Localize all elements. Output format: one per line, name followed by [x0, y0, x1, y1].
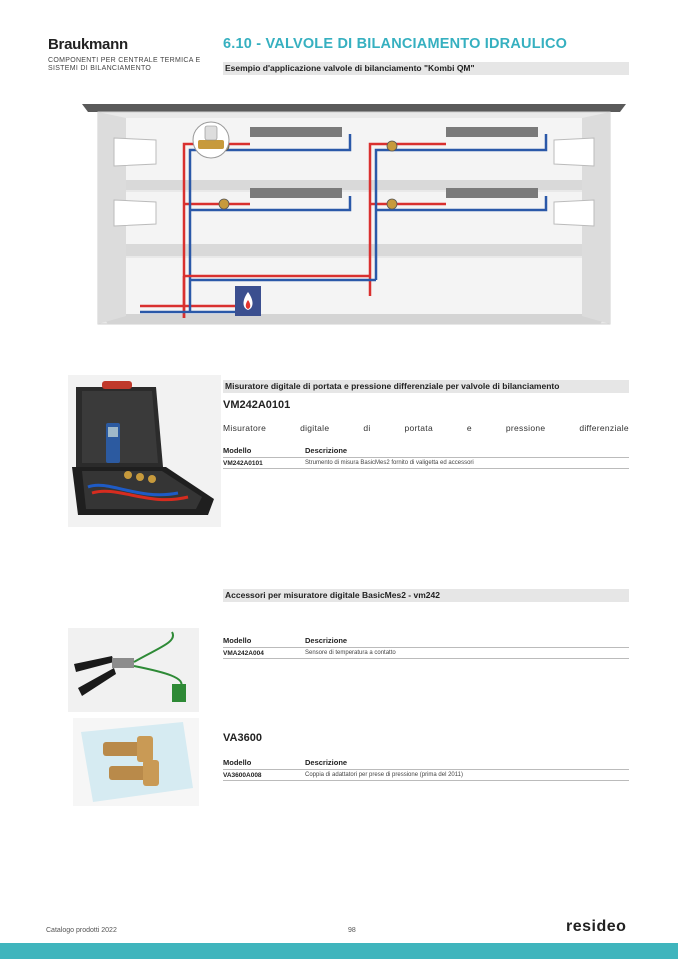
catalog-label: Catalogo prodotti 2022	[46, 927, 117, 934]
example-bar: Esempio d'applicazione valvole di bilanciamento "Kombi QM"	[223, 62, 629, 75]
section2-bar: Accessori per misuratore digitale BasicMes2 - vm242	[223, 589, 629, 602]
desc-word: differenziale	[579, 423, 629, 433]
table-row	[223, 647, 629, 659]
page-title: 6.10 - VALVOLE DI BILANCIAMENTO IDRAULICO	[223, 36, 568, 52]
desc-word: di	[363, 423, 371, 433]
col-model: Modello	[223, 636, 252, 645]
col-model: Modello	[223, 446, 252, 455]
row-model: VA3600A008	[223, 771, 262, 779]
row-desc: Coppia di adattatori per prese di pressione (prima del 2011)	[305, 772, 463, 778]
page-number: 98	[348, 927, 356, 934]
col-desc: Descrizione	[305, 758, 348, 767]
row-model: VM242A0101	[223, 459, 263, 467]
col-desc: Descrizione	[305, 446, 348, 455]
table-row	[223, 457, 629, 469]
col-model: Modello	[223, 758, 252, 767]
section1-code: VM242A0101	[223, 399, 291, 411]
table-header	[223, 756, 629, 767]
sensor-photo	[68, 628, 199, 712]
footer-band	[0, 943, 678, 959]
brand-subtitle: COMPONENTI PER CENTRALE TERMICA E SISTEMI DI BILANCIAMENTO	[48, 57, 201, 72]
desc-word: e	[466, 423, 472, 433]
section1-description	[223, 423, 629, 433]
col-desc: Descrizione	[305, 636, 348, 645]
building-illustration	[80, 100, 628, 328]
section3-table	[223, 756, 629, 781]
section2-table	[223, 634, 629, 659]
desc-word: Misuratore	[223, 423, 267, 433]
adapter-photo	[73, 718, 199, 806]
case-photo	[68, 375, 221, 527]
row-desc: Sensore di temperatura a contatto	[305, 650, 396, 656]
section1-table	[223, 444, 629, 469]
row-desc: Strumento di misura BasicMes2 fornito di valigetta ed accessori	[305, 460, 474, 466]
desc-word: digitale	[300, 423, 330, 433]
section3-code: VA3600	[223, 732, 262, 744]
brand-name: Braukmann	[48, 36, 128, 53]
row-model: VMA242A004	[223, 649, 264, 657]
table-header	[223, 444, 629, 455]
resideo-logo: resideo	[566, 918, 627, 935]
table-row	[223, 769, 629, 781]
desc-word: portata	[404, 423, 434, 433]
table-header	[223, 634, 629, 645]
section1-bar: Misuratore digitale di portata e pressione differenziale per valvole di bilanciamento	[223, 380, 629, 393]
desc-word: pressione	[505, 423, 546, 433]
